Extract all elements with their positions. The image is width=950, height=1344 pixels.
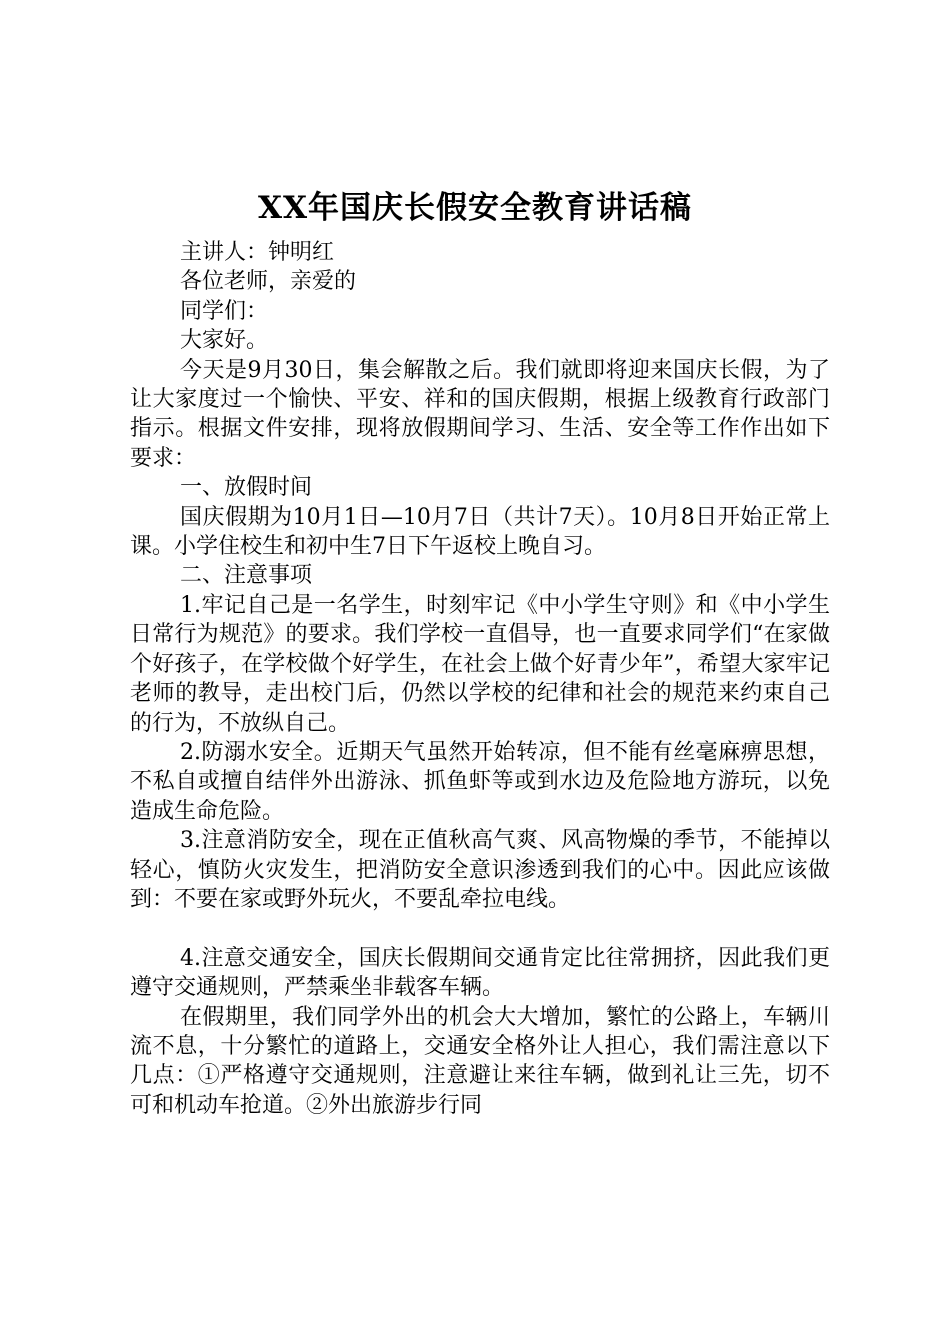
intro-paragraph: 今天是9月30日，集会解散之后。我们就即将迎来国庆长假，为了让大家度过一个愉快、平安、祥和的国庆假期，根据上级教育行政部门指示。根据文件安排，现将放假期间学习、生活、安全等工作作出如下要求： [130, 357, 830, 471]
note-paragraph-1: 1.牢记自己是一名学生，时刻牢记《中小学生守则》和《中小学生日常行为规范》的要求。我们学校一直倡导，也一直要求同学们“在家做个好孩子，在学校做个好学生，在社会上做个好青少年”，希望大家牢记老师的教导，走出校门后，仍然以学校的纪律和社会的规范来约束自己的行为，不放纵自己。 [130, 592, 830, 736]
note-paragraph-3: 3.注意消防安全，现在正值秋高气爽、风高物燥的季节，不能掉以轻心，慎防火灾发生，把消防安全意识渗透到我们的心中。因此应该做到：不要在家或野外玩火，不要乱牵拉电线。 [130, 828, 830, 912]
note-paragraph-2: 2.防溺水安全。近期天气虽然开始转凉，但不能有丝毫麻痹思想，不私自或擅自结伴外出游泳、抓鱼虾等或到水边及危险地方游玩，以免造成生命危险。 [130, 739, 830, 824]
section-heading-notes: 二、注意事项 [180, 563, 313, 589]
greeting-line-3: 大家好。 [180, 328, 269, 354]
speaker-line: 主讲人：钟明红 [180, 240, 335, 265]
note-paragraph-4: 4.注意交通安全，国庆长假期间交通肯定比往常拥挤，因此我们更遵守交通规则，严禁乘坐非载客车辆。 [130, 945, 830, 1001]
greeting-line-1: 各位老师，亲爱的 [180, 269, 357, 295]
traffic-paragraph: 在假期里，我们同学外出的机会大大增加，繁忙的公路上，车辆川流不息，十分繁忙的道路上，交通安全格外让人担心，我们需注意以下几点：①严格遵守交通规则，注意避让来往车辆，做到礼让三先，切不可和机动车抢道。②外出旅游步行同 [130, 1004, 830, 1118]
document-title: XX年国庆长假安全教育讲话稿 [257, 190, 693, 226]
document-body [130, 238, 830, 1120]
section-heading-holiday: 一、放假时间 [180, 475, 313, 501]
holiday-paragraph: 国庆假期为10月1日—10月7日（共计7天）。10月8日开始正常上课。小学住校生和初中生7日下午返校上晚自习。 [130, 504, 830, 560]
greeting-line-2: 同学们： [180, 298, 269, 324]
